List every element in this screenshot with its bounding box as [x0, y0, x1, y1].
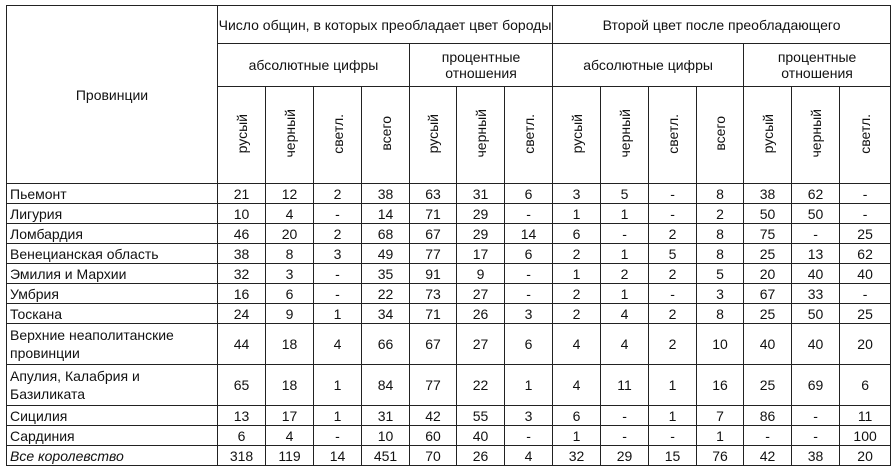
table-cell: 49	[362, 244, 410, 264]
table-cell: -	[505, 284, 553, 304]
subheader-absolute-2: абсолютные цифры	[553, 44, 744, 87]
table-cell: 12	[266, 184, 314, 204]
table-cell: -	[314, 204, 362, 224]
table-row	[7, 284, 891, 304]
table-cell: 1	[314, 406, 362, 426]
table-cell: 42	[410, 406, 457, 426]
column-label-text: русый	[233, 113, 250, 154]
table-cell: 3	[505, 304, 553, 324]
table-cell: 5	[601, 184, 649, 204]
table-cell: 9	[457, 264, 505, 284]
table-cell: 1	[553, 426, 601, 446]
table-cell: 6	[505, 184, 553, 204]
province-name: Все королевство	[7, 446, 218, 466]
column-label-text: светл.	[520, 113, 537, 154]
province-name: Тоскана	[7, 304, 218, 324]
column-label	[553, 87, 601, 184]
table-cell: 26	[457, 446, 505, 466]
province-name: Ломбардия	[7, 224, 218, 244]
beard-color-table	[6, 5, 891, 466]
table-cell: 4	[553, 365, 601, 406]
table-cell: 2	[649, 264, 697, 284]
table-cell: 8	[266, 244, 314, 264]
table-cell: -	[840, 184, 891, 204]
table-cell: 2	[649, 304, 697, 324]
table-cell: 10	[697, 324, 744, 365]
table-cell: 1	[649, 406, 697, 426]
table-cell: 14	[362, 204, 410, 224]
table-cell: 38	[362, 184, 410, 204]
table-cell: 25	[744, 365, 792, 406]
table-cell: 4	[601, 324, 649, 365]
table-cell: 62	[792, 184, 840, 204]
table-cell: 10	[218, 204, 266, 224]
province-name: Лигурия	[7, 204, 218, 224]
table-row	[7, 204, 891, 224]
table-cell: 22	[457, 365, 505, 406]
table-cell: -	[649, 204, 697, 224]
table-row	[7, 426, 891, 446]
table-cell: 50	[792, 204, 840, 224]
table-cell: 1	[601, 284, 649, 304]
table-cell: 60	[410, 426, 457, 446]
column-label-text: русый	[759, 113, 776, 154]
column-label	[314, 87, 362, 184]
table-cell: 11	[601, 365, 649, 406]
table-cell: 14	[505, 224, 553, 244]
table-cell: 50	[744, 204, 792, 224]
table-cell: 67	[410, 324, 457, 365]
table-cell: 32	[553, 446, 601, 466]
table-cell: 46	[218, 224, 266, 244]
column-label-text: черный	[807, 109, 824, 158]
table-cell: 31	[457, 184, 505, 204]
column-label-text: всего	[712, 116, 729, 151]
column-label-text: светл.	[857, 113, 874, 154]
table-cell: 77	[410, 244, 457, 264]
table-row	[7, 264, 891, 284]
table-cell: 2	[649, 324, 697, 365]
table-cell: 119	[266, 446, 314, 466]
province-name: Эмилия и Мархии	[7, 264, 218, 284]
table-cell: 31	[362, 406, 410, 426]
table-cell: 76	[697, 446, 744, 466]
subheader-absolute: абсолютные цифры	[218, 44, 410, 87]
column-label	[697, 87, 744, 184]
column-label-text: русый	[568, 113, 585, 154]
table-cell: 2	[649, 224, 697, 244]
table-cell: 50	[792, 304, 840, 324]
table-cell: 20	[840, 446, 891, 466]
table-cell: 69	[792, 365, 840, 406]
column-label-text: черный	[616, 109, 633, 158]
table-cell: 20	[266, 224, 314, 244]
table-cell: 24	[218, 304, 266, 324]
table-cell: -	[505, 426, 553, 446]
table-cell: 16	[697, 365, 744, 406]
table-cell: -	[601, 406, 649, 426]
table-cell: 1	[314, 365, 362, 406]
table-cell: -	[840, 204, 891, 224]
table-cell: -	[649, 184, 697, 204]
table-cell: 6	[266, 284, 314, 304]
table-cell: 55	[457, 406, 505, 426]
table-cell: -	[792, 406, 840, 426]
table-cell: 2	[553, 284, 601, 304]
table-cell: 86	[744, 406, 792, 426]
table-cell: 9	[266, 304, 314, 324]
table-cell: 20	[744, 264, 792, 284]
table-cell: 10	[362, 426, 410, 446]
table-cell: 44	[218, 324, 266, 365]
table-cell: 451	[362, 446, 410, 466]
table-cell: -	[505, 204, 553, 224]
table-cell: -	[649, 426, 697, 446]
table-cell: 40	[457, 426, 505, 446]
table-cell: 32	[218, 264, 266, 284]
table-cell: 25	[744, 304, 792, 324]
subheader-percent-2: процентные отношения	[744, 44, 891, 87]
table-cell: 11	[840, 406, 891, 426]
table-cell: 29	[457, 204, 505, 224]
table-cell: 17	[457, 244, 505, 264]
column-label	[266, 87, 314, 184]
table-cell: 1	[601, 244, 649, 264]
table-cell: 25	[840, 224, 891, 244]
subheader-percent: процентные отношения	[410, 44, 553, 87]
table-cell: 2	[314, 184, 362, 204]
table-cell: 8	[697, 184, 744, 204]
table-cell: 18	[266, 324, 314, 365]
table-cell: 62	[840, 244, 891, 264]
table-cell: 8	[697, 224, 744, 244]
table-cell: 6	[553, 406, 601, 426]
table-cell: 18	[266, 365, 314, 406]
table-cell: 1	[553, 264, 601, 284]
table-cell: 1	[314, 304, 362, 324]
group-header-prevailing: Число общин, в которых преобладает цвет бороды	[218, 6, 553, 44]
table-cell: 38	[744, 184, 792, 204]
table-cell: 1	[553, 204, 601, 224]
table-cell: 6	[218, 426, 266, 446]
province-name: Пьемонт	[7, 184, 218, 204]
table-cell: 29	[457, 224, 505, 244]
table-cell: -	[314, 284, 362, 304]
table-row	[7, 304, 891, 324]
table-cell: -	[649, 284, 697, 304]
table-cell: 13	[218, 406, 266, 426]
table-cell: -	[505, 264, 553, 284]
table-cell: 3	[553, 184, 601, 204]
group-header-second: Второй цвет после преобладающего	[553, 6, 891, 44]
table-cell: 40	[792, 324, 840, 365]
table-row	[7, 365, 891, 406]
table-cell: 38	[792, 446, 840, 466]
table-cell: 5	[649, 244, 697, 264]
table-cell: -	[792, 224, 840, 244]
table-cell: 1	[649, 365, 697, 406]
table-cell: 6	[505, 324, 553, 365]
table-cell: 29	[601, 446, 649, 466]
table-cell: 84	[362, 365, 410, 406]
table-cell: 1	[601, 204, 649, 224]
column-label-text: черный	[472, 109, 489, 158]
table-cell: 73	[410, 284, 457, 304]
table-cell: -	[314, 264, 362, 284]
table-cell: 4	[505, 446, 553, 466]
table-cell: 67	[744, 284, 792, 304]
table-row	[7, 406, 891, 426]
table-cell: 4	[314, 324, 362, 365]
table-cell: 6	[553, 224, 601, 244]
table-row	[7, 244, 891, 264]
table-row	[7, 324, 891, 365]
province-name: Сардиния	[7, 426, 218, 446]
column-label	[649, 87, 697, 184]
table-cell: 25	[744, 244, 792, 264]
table-cell: 3	[314, 244, 362, 264]
column-label	[601, 87, 649, 184]
column-label	[505, 87, 553, 184]
column-label-text: всего	[377, 116, 394, 151]
table-cell: 42	[744, 446, 792, 466]
table-cell: 2	[553, 244, 601, 264]
table-cell: 26	[457, 304, 505, 324]
table-cell: 4	[266, 426, 314, 446]
table-cell: 8	[697, 244, 744, 264]
table-cell: 68	[362, 224, 410, 244]
table-cell: 14	[314, 446, 362, 466]
table-cell: 67	[410, 224, 457, 244]
table-cell: 34	[362, 304, 410, 324]
table-cell: 25	[840, 304, 891, 324]
table-cell: -	[792, 426, 840, 446]
table-cell: 22	[362, 284, 410, 304]
table-cell: 2	[697, 204, 744, 224]
table-cell: 4	[601, 304, 649, 324]
table-cell: 16	[218, 284, 266, 304]
table-cell: 66	[362, 324, 410, 365]
table-row	[7, 446, 891, 466]
table-cell: 75	[744, 224, 792, 244]
table-cell: 6	[840, 365, 891, 406]
table-cell: -	[840, 284, 891, 304]
table-cell: 21	[218, 184, 266, 204]
table-cell: 6	[505, 244, 553, 264]
table-cell: 70	[410, 446, 457, 466]
table-cell: 91	[410, 264, 457, 284]
table-cell: 71	[410, 204, 457, 224]
column-label	[792, 87, 840, 184]
table-cell: 27	[457, 284, 505, 304]
column-label	[457, 87, 505, 184]
table-cell: 15	[649, 446, 697, 466]
table-cell: -	[744, 426, 792, 446]
table-cell: 3	[266, 264, 314, 284]
province-name: Верхние неаполитанские провинции	[7, 324, 218, 365]
column-label	[410, 87, 457, 184]
column-label-text: светл.	[329, 113, 346, 154]
table-cell: 2	[314, 224, 362, 244]
table-cell: 7	[697, 406, 744, 426]
table-cell: 38	[218, 244, 266, 264]
table-cell: 1	[697, 426, 744, 446]
province-name: Умбрия	[7, 284, 218, 304]
table-cell: 20	[840, 324, 891, 365]
column-label	[840, 87, 891, 184]
table-cell: -	[601, 426, 649, 446]
column-label-text: русый	[425, 113, 441, 154]
table-cell: 35	[362, 264, 410, 284]
table-cell: 77	[410, 365, 457, 406]
table-cell: 65	[218, 365, 266, 406]
province-name: Апулия, Калабрия и Базиликата	[7, 365, 218, 406]
table-row	[7, 224, 891, 244]
province-header: Провинции	[7, 6, 218, 184]
table-cell: 27	[457, 324, 505, 365]
table-cell: 1	[505, 365, 553, 406]
table-cell: 33	[792, 284, 840, 304]
table-cell: -	[314, 426, 362, 446]
table-cell: 17	[266, 406, 314, 426]
table-cell: 40	[840, 264, 891, 284]
table-cell: -	[601, 224, 649, 244]
province-name: Сицилия	[7, 406, 218, 426]
table-cell: 63	[410, 184, 457, 204]
province-name: Венецианская область	[7, 244, 218, 264]
column-label-text: светл.	[664, 113, 681, 154]
table-row	[7, 184, 891, 204]
table-cell: 5	[697, 264, 744, 284]
table-cell: 2	[553, 304, 601, 324]
table-cell: 40	[744, 324, 792, 365]
table-cell: 40	[792, 264, 840, 284]
column-label	[218, 87, 266, 184]
table-cell: 13	[792, 244, 840, 264]
table-cell: 4	[553, 324, 601, 365]
column-label-text: черный	[281, 109, 298, 158]
table-cell: 3	[505, 406, 553, 426]
table-cell: 8	[697, 304, 744, 324]
table-cell: 2	[601, 264, 649, 284]
table-cell: 318	[218, 446, 266, 466]
column-label	[744, 87, 792, 184]
column-label	[362, 87, 410, 184]
table-cell: 4	[266, 204, 314, 224]
table-cell: 71	[410, 304, 457, 324]
table-cell: 100	[840, 426, 891, 446]
table-cell: 3	[697, 284, 744, 304]
